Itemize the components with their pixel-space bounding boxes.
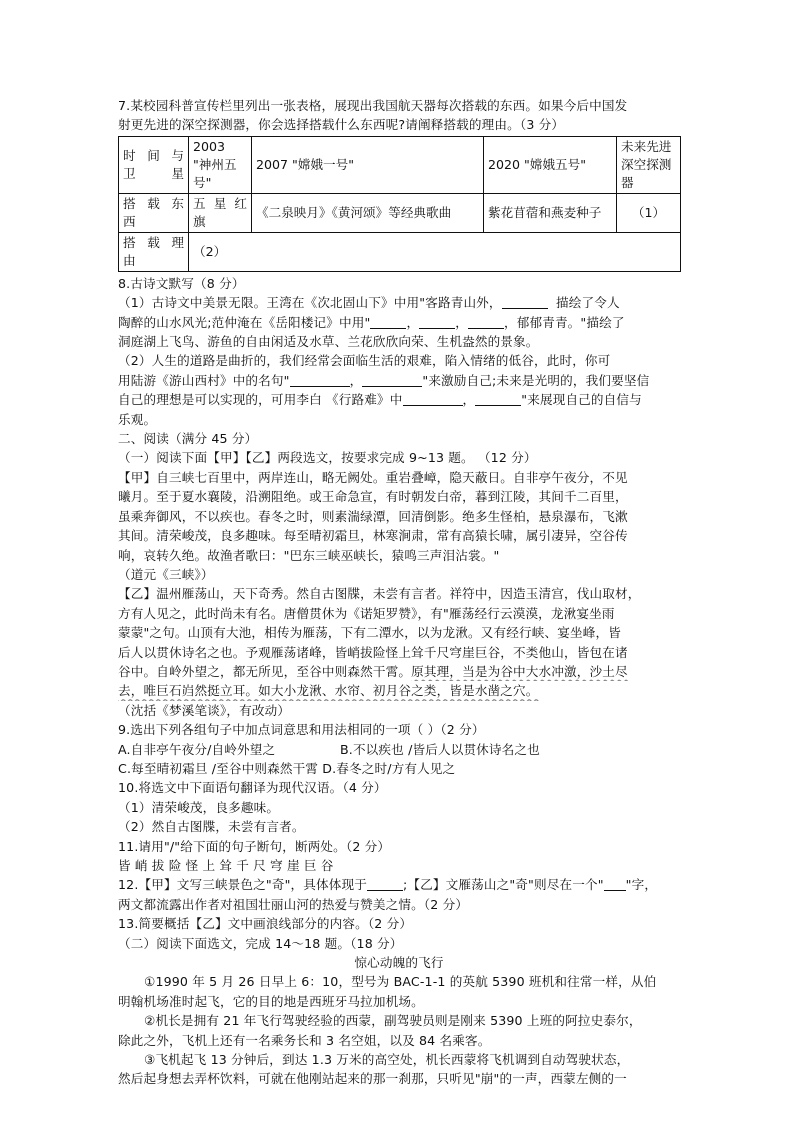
q9-options-row1	[118, 740, 680, 759]
answer-blank[interactable]	[419, 315, 455, 329]
option-a[interactable]: A.自非亭午夜分/自岭外望之	[118, 741, 276, 757]
table-header-cell: 时 间 与 卫星	[119, 136, 189, 193]
q12-line-2: 两文都流露出作者对祖国壮丽山河的热爱与赞美之情。（2 分）	[118, 896, 469, 912]
passage-jia-line: 虽乘奔御风，不以疾也。春冬之时，则素湍绿潭，回清倒影。绝多生怪柏，悬泉瀑布，飞漱	[118, 508, 628, 524]
passage-jia-source: （道元《三峡》）	[118, 566, 214, 582]
section-instruction: （一）阅读下面【甲】【乙】两段选文，按要求完成 9~13 题。 （12 分）	[118, 450, 537, 466]
q8-part2-line4: 乐观。	[118, 411, 157, 427]
answer-blank[interactable]	[468, 315, 504, 329]
q8-part1-line1	[118, 293, 680, 312]
q9-stem: 9.选出下列各组句子中加点词意思和用法相同的一项（ ）（2 分）	[118, 722, 485, 738]
section-title: 二、阅读（满分 45 分）	[118, 431, 258, 447]
answer-blank[interactable]	[475, 392, 521, 406]
text: ，	[349, 372, 363, 388]
passage-yi-line	[118, 662, 680, 681]
document-page	[118, 96, 680, 1089]
q11-stem: 11.请用"/"给下面的句子断句，断两处。（2 分）	[118, 838, 391, 854]
article-paragraph-line: 除此之外，飞机上还有一名乘务长和 3 名空姐，以及 84 名乘客。	[118, 1032, 491, 1048]
answer-blank[interactable]	[370, 315, 406, 329]
text: ，	[455, 314, 468, 330]
answer-blank[interactable]	[604, 877, 626, 891]
q8-part1-line2	[118, 313, 680, 332]
passage-jia-line: 曦月。至于夏水襄陵，沿溯阻绝。或王命急宣，有时朝发白帝，暮到江陵，其间千二百里，	[118, 489, 628, 505]
table-row	[119, 232, 681, 271]
table-cell: 《二泉映月》《黄河颂》等经典歌曲	[252, 193, 484, 232]
table-header-cell: 2003 "神州五号"	[189, 136, 252, 193]
table-cell: 五 星 红 旗	[189, 193, 252, 232]
article-paragraph-line: ③飞机起飞 13 分钟后，到达 1.3 万米的高空处，机长西蒙将飞机调到自动驾驶状态，	[144, 1052, 630, 1068]
q10-sentence-2: （2）然自古图牒，未尝有言者。	[118, 819, 305, 835]
article-paragraph-line: 明翰机场准时起飞，它的目的地是西班牙马拉加机场。	[118, 993, 424, 1009]
text: 陶醉的山水风光;范仲淹在《岳阳楼记》中用"	[118, 314, 371, 330]
article-paragraph-line: 然后起身想去弄杯饮料，可就在他刚站起来的那一刹那，只听见"崩"的一声，西蒙左侧的一	[118, 1071, 627, 1087]
passage-jia-line: 响，哀转久绝。故渔者歌曰："巴东三峡巫峡长，猿鸣三声泪沾裳。"	[118, 547, 500, 563]
article-paragraph-line: ①1990 年 5 月 26 日早上 6：10，型号为 BAC-1-1 的英航 5390 班机和往常一样，从伯	[144, 974, 657, 990]
text: 描绘了令人	[556, 295, 620, 311]
passage-yi-line	[118, 681, 680, 700]
table-row	[119, 136, 681, 193]
passage-yi-line: 【乙】温州雁荡山，天下奇秀。然自古图牒，未尝有言者。祥符中，因造玉清宫，伐山取材，	[118, 586, 641, 602]
q10-sentence-1: （1）清荣峻茂，良多趣味。	[118, 799, 280, 815]
text: ，郁郁青青。"描绘了	[503, 314, 625, 330]
answer-blank[interactable]	[403, 392, 463, 406]
table-cell: 紫花苜蓿和燕麦种子	[484, 193, 617, 232]
answer-blank[interactable]	[502, 295, 548, 309]
spacecraft-table	[118, 136, 681, 272]
text: 自己的理想是可以实现的，可用李白 《行路难》中	[118, 392, 403, 408]
text: "字，	[625, 877, 658, 893]
q10-stem: 10.将选文中下面语句翻译为现代汉语。（4 分）	[118, 780, 387, 796]
option-c[interactable]: C.每至晴初霜旦 /至谷中则森然干霄	[118, 760, 319, 776]
q8-part1-line3: 洞庭湖上飞鸟、游鱼的自由闲适及水草、兰花欣欣向荣、生机盎然的景象。	[118, 334, 539, 350]
answer-blank[interactable]	[367, 877, 403, 891]
q13-stem: 13.简要概括【乙】文中画浪线部分的内容。（2 分）	[118, 916, 413, 932]
text: 谷中。自岭外望之，都无所见，至谷中则森然干霄。	[118, 663, 412, 679]
wavy-underlined-text: 去，唯巨石岿然挺立耳。如大小龙湫、水帘、初月谷之类，皆是水凿之穴。	[118, 683, 539, 699]
table-cell: 搭 载 东 西	[119, 193, 189, 232]
text: "来激励自己;未来是光明的，我们要坚信	[422, 372, 650, 388]
part2-instruction: （二）阅读下面选文，完成 14～18 题。（18 分）	[118, 935, 403, 951]
table-row	[119, 193, 681, 232]
text: ;【乙】文雁荡山之"奇"则尽在一个"	[403, 877, 604, 893]
text: （1）古诗文中美景无限。王湾在《次北固山下》中用"客路青山外，	[118, 295, 502, 311]
passage-yi-line: 后人以贯休诗名之也。予观雁荡诸峰，皆峭拔险怪上耸千尺穹崖巨谷，不类他山，皆包在诸	[118, 644, 628, 660]
q8-part2-line3	[118, 390, 680, 409]
text: ，	[462, 392, 476, 408]
q7-line-1: 7.某校园科普宣传栏里列出一张表格，展现出我国航天器每次搭载的东西。如果今后中国发	[118, 98, 628, 113]
passage-yi-line: 方有人见之，此时尚未有名。唐僧贯休为《诺矩罗赞》，有"雁荡经行云漠漠，龙湫宴坐雨	[118, 605, 615, 621]
answer-blank[interactable]	[290, 373, 350, 387]
table-header-cell: 2020 "嫦娥五号"	[484, 136, 617, 193]
option-d[interactable]: D.春冬之时/方有人见之	[322, 760, 456, 776]
option-b[interactable]: B.不以疾也 /皆后人以贯休诗名之也	[340, 741, 540, 757]
passage-yi-line: 蒙蒙"之句。山顶有大池，相传为雁荡，下有二潭水，以为龙湫。又有经行峡、宴坐峰，皆	[118, 625, 621, 641]
table-cell: （2）	[189, 232, 681, 271]
text: 12.【甲】文写三峡景色之"奇"，具体体现于	[118, 877, 368, 893]
wavy-underlined-text: 原其理，当是为谷中大水冲激，沙土尽	[411, 663, 628, 679]
text: ，	[406, 314, 420, 330]
table-header-cell: 2007 "嫦娥一号"	[252, 136, 484, 193]
answer-blank[interactable]	[362, 373, 422, 387]
text: "来展现自己的自信与	[521, 392, 642, 408]
passage-yi-source: （沈括《梦溪笔谈》，有改动）	[118, 702, 291, 718]
passage-jia-line: 其间。清荣峻茂，良多趣味。每至晴初霜旦，林寒涧肃，常有高猿长啸，属引凄异，空谷传	[118, 528, 628, 544]
q7-line-2: 射更先进的深空探测器，你会选择搭载什么东西呢?请阐释搭载的理由。（3 分）	[118, 117, 565, 133]
q12-line-1	[118, 875, 680, 894]
q9-options-row2	[118, 759, 680, 778]
q8-part2-line2	[118, 371, 680, 390]
article-title: 惊心动魄的飞行	[354, 955, 444, 971]
q8-part2-line1: （2）人生的道路是曲折的，我们经常会面临生活的艰难，陷入情绪的低谷，此时，你可	[118, 353, 611, 369]
text: 用陆游《游山西村》中的名句"	[118, 372, 290, 388]
q11-text: 皆 峭 拔 险 怪 上 耸 千 尺 穹 崖 巨 谷	[118, 858, 334, 873]
passage-jia-line: 【甲】自三峡七百里中，两岸连山，略无阙处。重岩叠嶂，隐天蔽日。自非亭午夜分，不见	[118, 469, 628, 485]
table-cell: 搭 载 理 由	[119, 232, 189, 271]
table-header-cell: 未来先进深空探测器	[617, 136, 681, 193]
q8-title: 8.古诗文默写（8 分）	[118, 275, 245, 291]
table-cell: （1）	[617, 193, 681, 232]
article-paragraph-line: ②机长是拥有 21 年飞行驾驶经验的西蒙，副驾驶员则是刚来 5390 上班的阿拉史泰尔，	[144, 1013, 642, 1029]
